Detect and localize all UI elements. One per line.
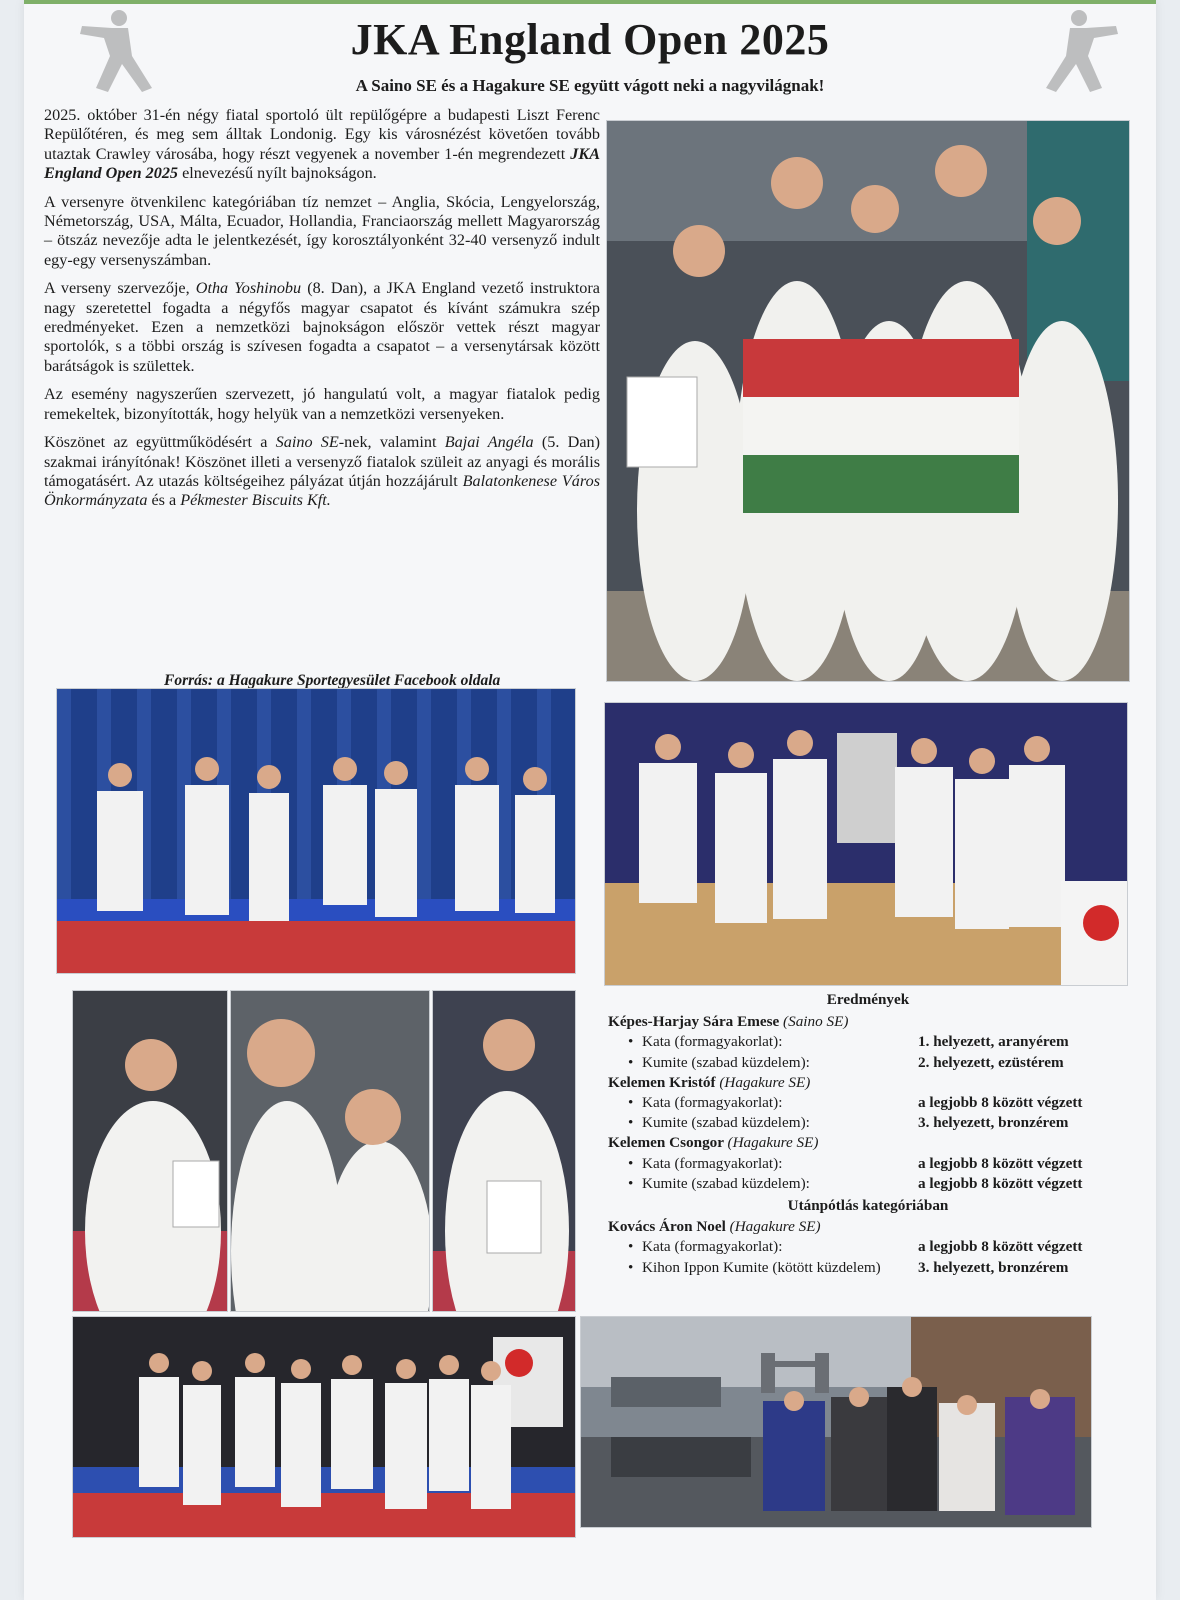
article-paragraph: Köszönet az együttműködésért a Saino SE-nek, valamint Bajai Angéla (5. Dan) szakmai irányítónak! Köszönet illeti a versenyző fiatalok szüleit az anyagi és morális támogatásért. Az utazás költségeihez pályázat útján hozzájárult Balatonkenese Város Önkormányzata és a Pékmester Biscuits Kft.	[44, 433, 601, 510]
results-section	[608, 990, 1128, 1278]
result-row: • Kumite (szabad küzdelem): a legjobb 8 között végzett	[608, 1174, 1128, 1194]
athlete-name: Kelemen Kristóf (Hagakure SE)	[608, 1073, 811, 1091]
page-title: JKA England Open 2025	[350, 15, 830, 64]
results-heading: Eredmények	[826, 991, 910, 1008]
photo-award-group	[72, 1316, 576, 1538]
photo-coach-and-athlete	[230, 990, 430, 1312]
photo-athlete-with-medal-2	[432, 990, 576, 1312]
result-row: • Kumite (szabad küzdelem): 2. helyezett, ezüstérem	[608, 1053, 1128, 1073]
page-subtitle: A Saino SE és a Hagakure SE együtt vágott neki a nagyvilágnak!	[355, 76, 825, 95]
article-paragraph: A versenyre ötvenkilenc kategóriában tíz nemzet – Anglia, Skócia, Lengyelország, Németország, USA, Málta, Ecuador, Hollandia, Franciaország mellett Magyarország – ötszáz nevezője adta le jelentkezését, így korosztályonként 32-40 versenyző indult egy-egy versenyszámban.	[44, 192, 600, 269]
article-source: Forrás: a Hagakure Sportegyesület Facebook oldala	[164, 672, 501, 689]
result-row: • Kata (formagyakorlat): 1. helyezett, aranyérem	[608, 1032, 1128, 1052]
result-row: • Kumite (szabad küzdelem): 3. helyezett, bronzérem	[608, 1113, 1128, 1133]
athlete-block	[608, 1133, 1128, 1194]
top-rule	[24, 0, 1156, 4]
result-row: • Kihon Ippon Kumite (kötött küzdelem) 3. helyezett, bronzérem	[608, 1258, 1128, 1278]
article-paragraph: A verseny szervezője, Otha Yoshinobu (8. Dan), a JKA England vezető instruktora nagy szeretettel fogadta a négyfős magyar csapatot és kívánt számukra szép eredményeket. Ezen a nemzetközi bajnokságon először vettek részt magyar sportolók, s a többi ország is szívesen fogadta a csapatot – a versenytársak között barátságok is születtek.	[44, 279, 600, 375]
article-body	[44, 106, 600, 520]
photo-team-with-flag	[606, 120, 1130, 682]
photo-team-with-officials	[604, 702, 1128, 986]
result-row: • Kata (formagyakorlat): a legjobb 8 között végzett	[608, 1093, 1128, 1113]
athlete-block	[608, 1073, 1128, 1134]
photo-london-tower-bridge	[580, 1316, 1092, 1528]
article-paragraph: 2025. október 31-én négy fiatal sportoló ült repülőgépre a budapesti Liszt Ferenc Repülőtéren, és meg sem álltak Londonig. Egy kis városnézést követően tovább utaztak Crawley városába, hogy részt vegyenek a november 1-én megrendezett JKA England Open 2025 elnevezésű nyílt bajnokságon.	[44, 106, 600, 183]
athlete-block	[608, 1217, 1128, 1278]
article-paragraph: Az esemény nagyszerűen szervezett, jó hangulatú volt, a magyar fiatalok pedig remekeltek, bizonyították, hogy helyük van a nemzetközi versenyeken.	[44, 385, 600, 423]
athlete-block	[608, 1012, 1128, 1073]
photo-athlete-with-medal-1	[72, 990, 228, 1312]
photo-podium-lineup	[56, 688, 576, 974]
result-row: • Kata (formagyakorlat): a legjobb 8 között végzett	[608, 1237, 1128, 1257]
athlete-name: Képes-Harjay Sára Emese (Saino SE)	[608, 1013, 849, 1031]
newspaper-page	[24, 0, 1156, 1600]
athlete-name: Kovács Áron Noel (Hagakure SE)	[608, 1218, 821, 1236]
result-row: • Kata (formagyakorlat): a legjobb 8 között végzett	[608, 1154, 1128, 1174]
youth-heading: Utánpótlás kategóriában	[787, 1197, 949, 1215]
athlete-name: Kelemen Csongor (Hagakure SE)	[608, 1134, 819, 1152]
